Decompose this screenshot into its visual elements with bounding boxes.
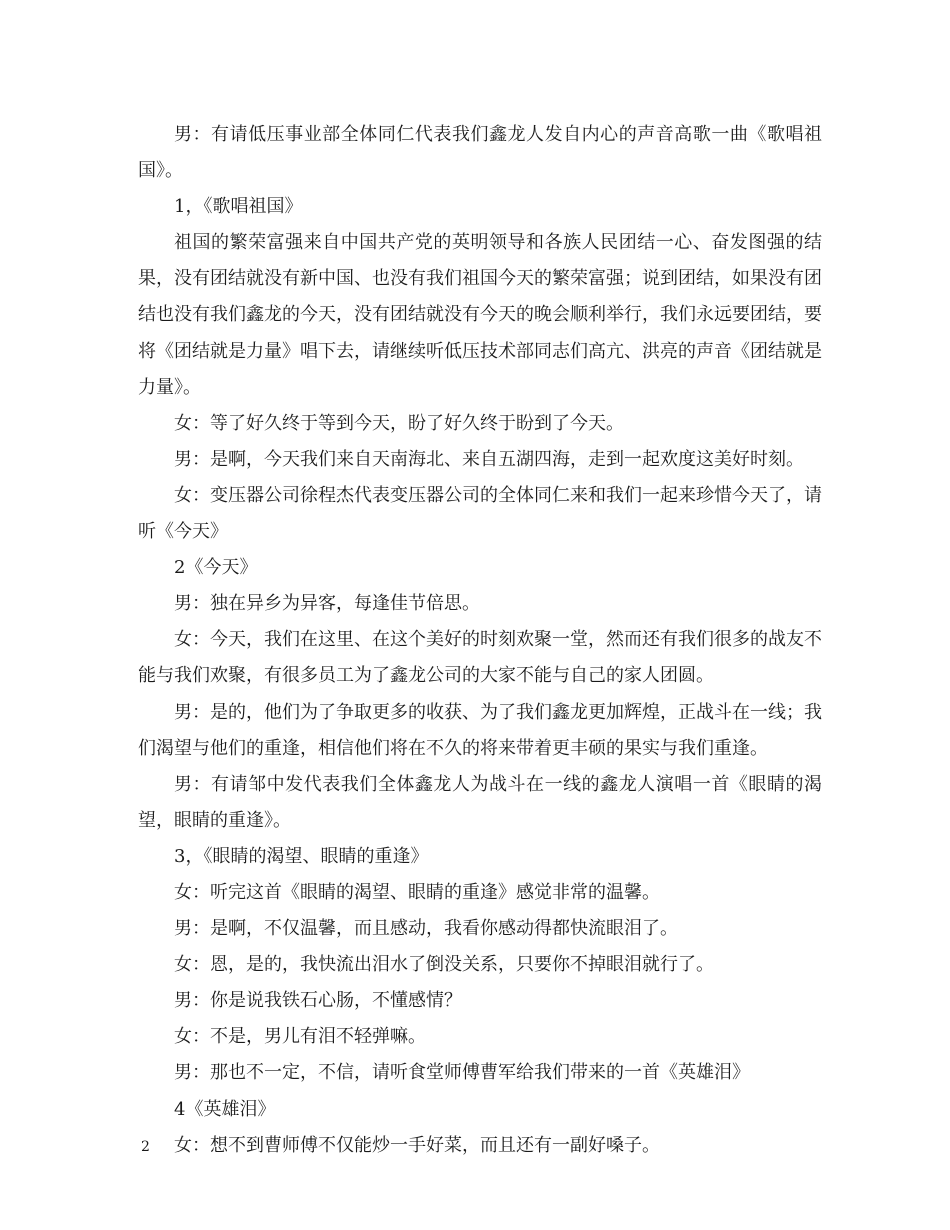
song-heading: 3，《眼睛的渴望、眼睛的重逢》 xyxy=(174,845,429,867)
body-text xyxy=(138,117,822,1164)
page-number: 2 xyxy=(141,1139,150,1155)
paragraph: 女：听完这首《眼睛的渴望、眼睛的重逢》感觉非常的温馨。 xyxy=(174,881,660,903)
paragraph: 女：想不到曹师傅不仅能炒一手好菜，而且还有一副好嗓子。 xyxy=(174,1134,660,1156)
paragraph: 男：是啊，不仅温馨，而且感动，我看你感动得都快流眼泪了。 xyxy=(174,918,678,940)
paragraph: 男：你是说我铁石心肠，不懂感情？ xyxy=(174,990,462,1012)
song-heading: 4《英雄泪》 xyxy=(174,1098,276,1120)
paragraph: 男：有请低压事业部全体同仁代表我们鑫龙人发自内心的声音高歌一曲《歌唱祖国》。 xyxy=(138,124,822,182)
paragraph: 祖国的繁荣富强来自中国共产党的英明领导和各族人民团结一心、奋发图强的结果，没有团结就没有新中国、也没有我们祖国今天的繁荣富强；说到团结，如果没有团结也没有我们鑫龙的今天，没有团结就没有今天的晚会顺利举行，我们永远要团结，要将《团结就是力量》唱下去，请继续听低压技术部同志们高亢、洪亮的声音《团结就是力量》。 xyxy=(138,232,822,398)
song-heading: 2《今天》 xyxy=(174,557,258,579)
paragraph: 男：是的，他们为了争取更多的收获、为了我们鑫龙更加辉煌，正战斗在一线；我们渴望与他们的重逢，相信他们将在不久的将来带着更丰硕的果实与我们重逢。 xyxy=(138,701,822,759)
paragraph: 女：变压器公司徐程杰代表变压器公司的全体同仁来和我们一起来珍惜今天了，请听《今天》 xyxy=(138,484,822,543)
paragraph: 男：是啊，今天我们来自天南海北、来自五湖四海，走到一起欢度这美好时刻。 xyxy=(174,448,804,470)
song-heading: 1，《歌唱祖国》 xyxy=(174,196,303,218)
paragraph: 女：等了好久终于等到今天，盼了好久终于盼到了今天。 xyxy=(174,412,624,434)
paragraph: 女：不是，男儿有泪不轻弹嘛。 xyxy=(174,1026,426,1048)
paragraph: 男：那也不一定，不信，请听食堂师傅曹军给我们带来的一首《英雄泪》 xyxy=(174,1062,750,1084)
paragraph: 男：有请邹中发代表我们全体鑫龙人为战斗在一线的鑫龙人演唱一首《眼睛的渴望，眼睛的重逢》。 xyxy=(138,773,822,831)
paragraph: 女：今天，我们在这里、在这个美好的时刻欢聚一堂，然而还有我们很多的战友不能与我们欢聚，有很多员工为了鑫龙公司的大家不能与自己的家人团圆。 xyxy=(138,629,822,687)
paragraph: 女：恩，是的，我快流出泪水了倒没关系，只要你不掉眼泪就行了。 xyxy=(174,954,714,976)
paragraph: 男：独在异乡为异客，每逢佳节倍思。 xyxy=(174,593,480,615)
